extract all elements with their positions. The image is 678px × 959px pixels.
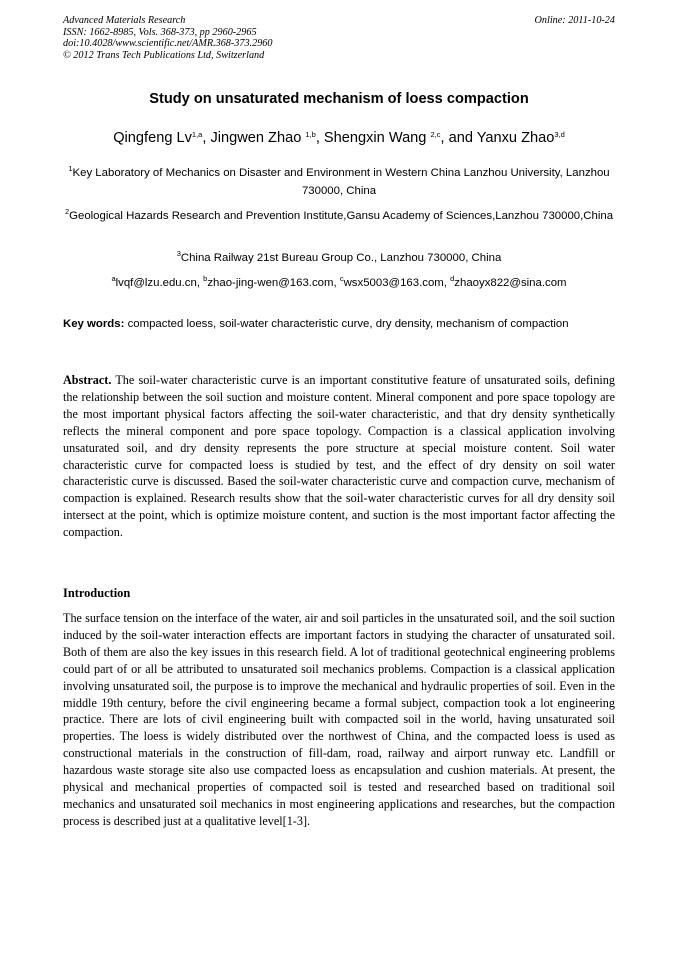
email-mark: a	[111, 274, 116, 283]
introduction-paragraph: The surface tension on the interface of the water, air and soil particles in the unsaturated soil, and the soil suction induced by the soil-water interaction effects are important factors in studying the character of unsaturated soil. Both of them are also the key issues in this research field. A lot of traditional geotechnical engineering problems could part of or all be attributed to unsaturated soil mechanics problems. Compaction is a classical application involving unsaturated soil, the purpose is to improve the mechanical and hydraulic properties of soil. Even in the middle 19th century, before the civil engineering became a formal subject, compaction took a lot engineering practice. There are lots of civil engineering built with compacted soil in the world, having unsaturated soil properties. The loess is widely distributed over the northwest of China, and the compacted loess is used as constructional materials in the construction of fill-dam, road, railway and airport runway etc. Landfill or hazardous waste storage site also use compacted loess as encapsulation and cushion materials. At present, the physical and mechanical properties of compacted soil is tested and researched based on traditional soil mechanics and unsaturated soil mechanics in most engineering applications and researches, but the compaction process is described just at a qualitative level[1-3].	[63, 611, 615, 828]
abstract-text: The soil-water characteristic curve is an important constitutive feature of unsaturated soils, defining the relationship between the soil suction and moisture content. Mineral component and pore space topology are the most important physical factors affecting the soil-water characteristic, and that dry density synthetically reflects the mineral component and pore space topology. Compaction is a classical application involving unsaturated soil, and dry density represents the pore structure at special moisture content. Soil water characteristic curve for compacted loess is studied by test, and the effect of dry density on soil water characteristic curve is discussed. Based the soil-water characteristic curve and compaction curve, mechanism of compaction is explained. Research results show that the soil-water characteristic curves for all dry density soil intersect at the point, which is optimize moisture content, and suction is the most important factor affecting the compaction.	[63, 373, 615, 540]
issn-line: ISSN: 1662-8985, Vols. 368-373, pp 2960-2965	[63, 26, 257, 38]
affiliation-1	[63, 165, 615, 200]
affiliation-text: Key Laboratory of Mechanics on Disaster and Environment in Western China Lanzhou University, Lanzhou 730000, China	[72, 167, 610, 197]
author-name: Shengxin Wang	[323, 130, 431, 146]
author-affiliation-mark: 1,a	[191, 130, 203, 139]
author-name: Jingwen Zhao	[210, 130, 306, 146]
affiliation-mark: 3	[176, 249, 181, 258]
author-name: Qingfeng Lv	[113, 130, 192, 146]
author-separator: , and	[440, 130, 477, 146]
online-date: Online: 2011-10-24	[534, 15, 615, 26]
affiliation-text: China Railway 21st Bureau Group Co., Lanzhou 730000, China	[180, 252, 502, 264]
affiliation-2	[63, 208, 615, 226]
author-affiliation-mark: 3,d	[554, 130, 565, 139]
affiliation-mark: 1	[68, 164, 73, 173]
keywords-label: Key words:	[63, 318, 125, 330]
author-list	[0, 130, 678, 146]
doi-line: doi:10.4028/www.scientific.net/AMR.368-373.2960	[63, 38, 273, 50]
keywords	[63, 316, 615, 333]
email-list	[63, 275, 615, 293]
author-separator: ,	[315, 130, 324, 146]
email-address: zhaoyx822@sina.com	[454, 277, 567, 289]
affiliation-3	[63, 250, 615, 268]
abstract-label: Abstract.	[63, 373, 112, 387]
paper-title: Study on unsaturated mechanism of loess compaction	[149, 91, 529, 107]
author-affiliation-mark: 2,c	[430, 130, 441, 139]
affiliation-mark: 2	[64, 207, 70, 216]
email-mark: c	[339, 274, 344, 283]
email-mark: d	[450, 274, 455, 283]
email-address: lvqf@lzu.edu.cn,	[115, 277, 204, 289]
journal-name: Advanced Materials Research	[63, 15, 186, 26]
journal-header	[63, 15, 272, 61]
email-address: wsx5003@163.com,	[343, 277, 451, 289]
introduction-heading: Introduction	[63, 586, 131, 600]
abstract	[63, 372, 615, 541]
email-mark: b	[203, 274, 208, 283]
email-address: zhao-jing-wen@163.com,	[207, 277, 340, 289]
copyright-line: © 2012 Trans Tech Publications Ltd, Switzerland	[63, 49, 265, 61]
author-affiliation-mark: 1,b	[305, 130, 316, 139]
author-name: Yanxu Zhao	[476, 130, 555, 146]
keywords-text: compacted loess, soil-water characteristic curve, dry density, mechanism of compaction	[124, 318, 569, 330]
author-separator: ,	[202, 130, 211, 146]
affiliation-text: Geological Hazards Research and Prevention Institute,Gansu Academy of Sciences,Lanzhou 730000,China	[69, 210, 614, 222]
